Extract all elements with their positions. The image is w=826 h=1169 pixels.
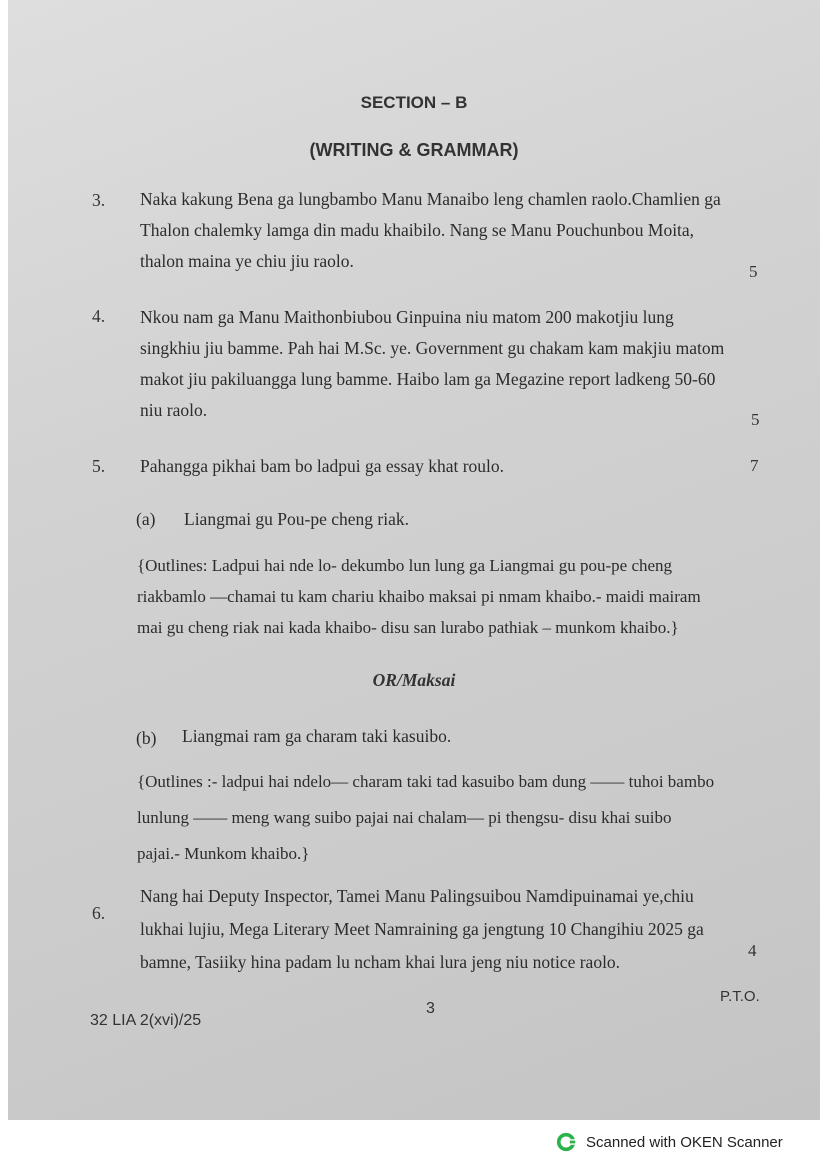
question-number: 5. <box>92 456 106 476</box>
section-title: SECTION – B <box>360 93 468 112</box>
or-label: OR/Maksai <box>372 670 456 690</box>
outline-line: mai gu cheng riak nai kada khaibo- disu san lurabo pathiak – munkom khaibo.} <box>137 618 679 637</box>
question-text <box>140 880 704 979</box>
outline-line: {Outlines :- ladpui hai ndelo— charam taki tad kasuibo bam dung —— tuhoi bambo <box>137 772 715 791</box>
question-text <box>140 302 724 426</box>
option-outline <box>137 764 714 872</box>
question-line: lukhai lujiu, Mega Literary Meet Namraining ga jengtung 10 Changihiu 2025 ga <box>140 919 704 939</box>
question-line: bamne, Tasiiky hina padam lu ncham khai lura jeng niu notice raolo. <box>140 952 621 972</box>
question-line: Thalon chalemky lamga din madu khaibilo. Nang se Manu Pouchunbou Moita, <box>140 220 695 240</box>
pto-label: P.T.O. <box>720 988 760 1005</box>
scanner-watermark <box>556 1130 783 1154</box>
question-marks: 5 <box>751 410 760 429</box>
page-number: 3 <box>426 1000 435 1017</box>
question-text <box>140 451 504 482</box>
question-line: Pahangga pikhai bam bo ladpui ga essay khat roulo. <box>140 456 505 476</box>
question-marks: 4 <box>748 941 757 960</box>
outline-line: pajai.- Munkom khaibo.} <box>137 844 310 863</box>
question-number: 4. <box>92 306 106 326</box>
option-title: Liangmai gu Pou-pe cheng riak. <box>184 509 410 529</box>
watermark-text: Scanned with OKEN Scanner <box>586 1133 783 1151</box>
outline-line: lunlung —— meng wang suibo pajai nai chalam— pi thengsu- disu khai suibo <box>137 808 672 827</box>
question-marks: 7 <box>750 456 759 475</box>
question-line: thalon maina ye chiu jiu raolo. <box>140 251 354 271</box>
question-line: makot jiu pakiluangga lung bamme. Haibo lam ga Megazine report ladkeng 50-60 <box>140 369 716 389</box>
option-title: Liangmai ram ga charam taki kasuibo. <box>182 726 452 746</box>
question-marks: 5 <box>749 262 758 281</box>
outline-line: {Outlines: Ladpui hai nde lo- dekumbo lun lung ga Liangmai gu pou-pe cheng <box>137 556 673 575</box>
scanned-page <box>8 0 820 1120</box>
question-number: 3. <box>92 190 106 210</box>
question-number: 6. <box>92 903 106 923</box>
paper-code: 32 LIA 2(xvi)/25 <box>90 1012 202 1029</box>
outline-line: riakbamlo —chamai tu kam chariu khaibo maksai pi nmam khaibo.- maidi mairam <box>137 587 701 606</box>
option-label: (b) <box>136 728 157 748</box>
section-subtitle: (WRITING & GRAMMAR) <box>309 140 519 160</box>
option-label: (a) <box>136 509 156 529</box>
question-line: niu raolo. <box>140 400 208 420</box>
question-text <box>140 184 721 277</box>
question-line: Naka kakung Bena ga lungbambo Manu Manaibo leng chamlen raolo.Chamlien ga <box>140 189 721 209</box>
question-line: Nang hai Deputy Inspector, Tamei Manu Palingsuibou Namdipuinamai ye,chiu <box>140 886 694 906</box>
oken-logo-icon <box>556 1131 578 1153</box>
question-line: Nkou nam ga Manu Maithonbiubou Ginpuina niu matom 200 makotjiu lung <box>140 307 674 327</box>
option-outline <box>137 550 701 643</box>
question-line: singkhiu jiu bamme. Pah hai M.Sc. ye. Government gu chakam kam makjiu matom <box>140 338 725 358</box>
